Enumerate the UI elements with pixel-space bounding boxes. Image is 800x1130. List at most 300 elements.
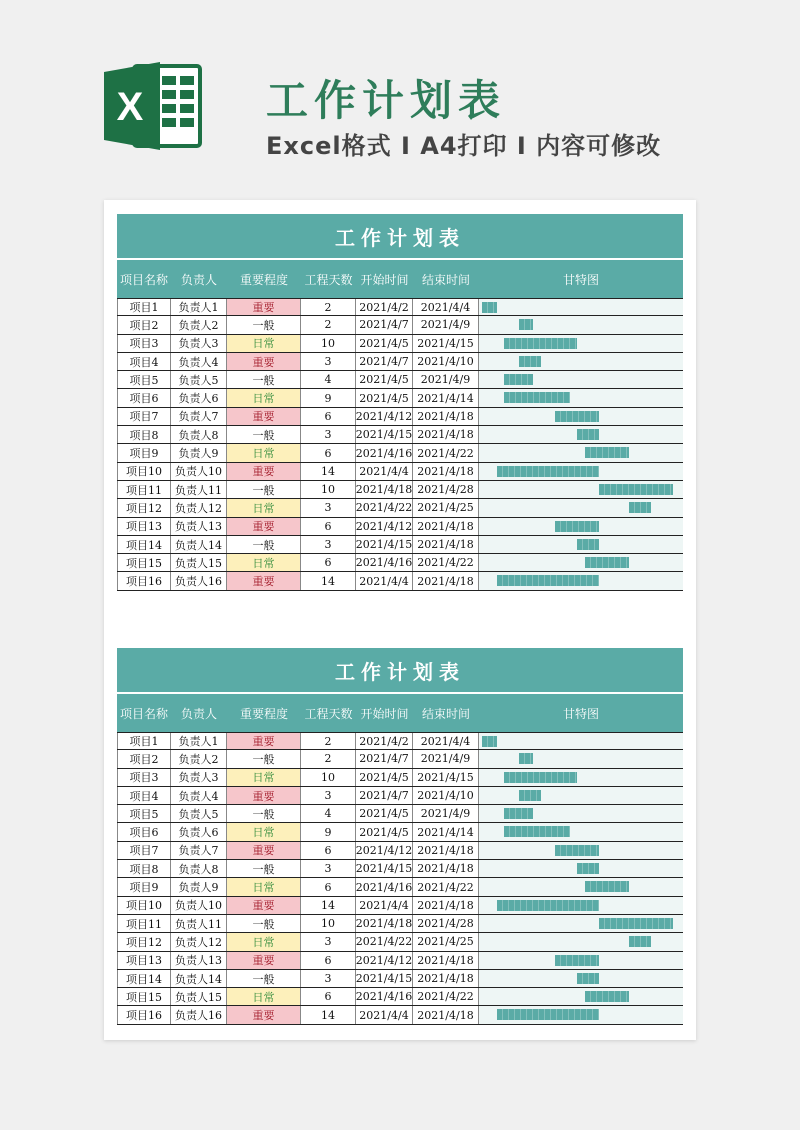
gantt-bar	[504, 374, 533, 385]
days-cell: 3	[301, 426, 356, 443]
project-name-cell: 项目2	[117, 750, 171, 767]
owner-cell: 负责人16	[171, 1006, 227, 1023]
importance-cell: 一般	[227, 970, 301, 987]
importance-cell: 重要	[227, 299, 301, 315]
project-name-cell: 项目1	[117, 299, 171, 315]
column-header-days: 工程天数	[304, 272, 353, 287]
end-date-cell: 2021/4/18	[413, 463, 479, 480]
project-name-cell: 项目15	[117, 988, 171, 1005]
end-date-cell: 2021/4/14	[413, 823, 479, 840]
project-name-cell: 项目6	[117, 823, 171, 840]
start-date-cell: 2021/4/2	[356, 733, 413, 749]
table-row	[117, 1006, 683, 1024]
days-cell: 2	[301, 733, 356, 749]
days-cell: 6	[301, 952, 356, 969]
end-date-cell: 2021/4/18	[413, 1006, 479, 1023]
project-name-cell: 项目16	[117, 572, 171, 589]
end-date-cell: 2021/4/9	[413, 316, 479, 333]
project-name-cell: 项目7	[117, 408, 171, 425]
importance-cell: 重要	[227, 353, 301, 370]
project-name-cell: 项目3	[117, 769, 171, 786]
gantt-cell	[479, 353, 683, 370]
gantt-bar	[577, 973, 599, 984]
end-date-cell: 2021/4/18	[413, 842, 479, 859]
page-header	[0, 0, 800, 200]
start-date-cell: 2021/4/22	[356, 933, 413, 950]
importance-cell: 一般	[227, 805, 301, 822]
days-cell: 9	[301, 389, 356, 406]
days-cell: 6	[301, 554, 356, 571]
table-row	[117, 915, 683, 933]
table-row	[117, 970, 683, 988]
days-cell: 3	[301, 787, 356, 804]
table-row	[117, 805, 683, 823]
table-row	[117, 536, 683, 554]
project-name-cell: 项目8	[117, 426, 171, 443]
days-cell: 10	[301, 915, 356, 932]
table-row	[117, 572, 683, 590]
project-name-cell: 项目4	[117, 787, 171, 804]
end-date-cell: 2021/4/22	[413, 444, 479, 461]
gantt-bar	[504, 338, 577, 349]
end-date-cell: 2021/4/4	[413, 299, 479, 315]
table-row	[117, 897, 683, 915]
project-name-cell: 项目6	[117, 389, 171, 406]
owner-cell: 负责人1	[171, 733, 227, 749]
importance-cell: 重要	[227, 1006, 301, 1023]
days-cell: 10	[301, 335, 356, 352]
project-name-cell: 项目9	[117, 444, 171, 461]
start-date-cell: 2021/4/15	[356, 970, 413, 987]
days-cell: 6	[301, 842, 356, 859]
owner-cell: 负责人11	[171, 915, 227, 932]
gantt-cell	[479, 463, 683, 480]
days-cell: 2	[301, 316, 356, 333]
column-header-owner: 负责人	[180, 272, 217, 287]
importance-cell: 一般	[227, 860, 301, 877]
start-date-cell: 2021/4/18	[356, 915, 413, 932]
owner-cell: 负责人3	[171, 335, 227, 352]
project-name-cell: 项目12	[117, 499, 171, 516]
owner-cell: 负责人16	[171, 572, 227, 589]
table-row	[117, 554, 683, 572]
project-name-cell: 项目10	[117, 897, 171, 914]
gantt-cell	[479, 518, 683, 535]
importance-cell: 日常	[227, 878, 301, 895]
importance-cell: 日常	[227, 335, 301, 352]
project-name-cell: 项目7	[117, 842, 171, 859]
gantt-bar	[482, 736, 497, 747]
table-row	[117, 732, 683, 750]
gantt-bar	[577, 539, 599, 550]
work-plan-table	[117, 214, 683, 591]
table-title: 工作计划表	[117, 648, 683, 692]
gantt-cell	[479, 481, 683, 498]
gantt-cell	[479, 933, 683, 950]
gantt-cell	[479, 389, 683, 406]
gantt-bar	[504, 392, 570, 403]
project-name-cell: 项目11	[117, 481, 171, 498]
gantt-cell	[479, 952, 683, 969]
project-name-cell: 项目13	[117, 952, 171, 969]
gantt-bar	[519, 356, 541, 367]
end-date-cell: 2021/4/22	[413, 554, 479, 571]
days-cell: 2	[301, 750, 356, 767]
document-sheet	[104, 200, 696, 1040]
end-date-cell: 2021/4/10	[413, 353, 479, 370]
owner-cell: 负责人6	[171, 823, 227, 840]
start-date-cell: 2021/4/12	[356, 408, 413, 425]
table-row	[117, 371, 683, 389]
gantt-bar	[577, 429, 599, 440]
end-date-cell: 2021/4/15	[413, 335, 479, 352]
project-name-cell: 项目5	[117, 371, 171, 388]
work-plan-table	[117, 648, 683, 1025]
gantt-bar	[519, 319, 534, 330]
gantt-bar	[504, 772, 577, 783]
table-row	[117, 316, 683, 334]
days-cell: 3	[301, 536, 356, 553]
gantt-cell	[479, 878, 683, 895]
table-title: 工作计划表	[117, 214, 683, 258]
importance-cell: 一般	[227, 426, 301, 443]
page-title: 工作计划表	[266, 76, 507, 125]
table-row	[117, 463, 683, 481]
end-date-cell: 2021/4/14	[413, 389, 479, 406]
gantt-cell	[479, 750, 683, 767]
gantt-bar	[629, 502, 651, 513]
importance-cell: 日常	[227, 554, 301, 571]
gantt-bar	[555, 955, 599, 966]
project-name-cell: 项目3	[117, 335, 171, 352]
start-date-cell: 2021/4/4	[356, 897, 413, 914]
column-header-importance: 重要程度	[239, 272, 288, 287]
project-name-cell: 项目5	[117, 805, 171, 822]
gantt-bar	[497, 900, 600, 911]
end-date-cell: 2021/4/18	[413, 897, 479, 914]
importance-cell: 重要	[227, 897, 301, 914]
gantt-bar	[629, 936, 651, 947]
end-date-cell: 2021/4/28	[413, 915, 479, 932]
owner-cell: 负责人14	[171, 970, 227, 987]
gantt-cell	[479, 842, 683, 859]
column-header-start: 开始时间	[360, 272, 409, 287]
importance-cell: 一般	[227, 536, 301, 553]
owner-cell: 负责人8	[171, 426, 227, 443]
importance-cell: 重要	[227, 952, 301, 969]
owner-cell: 负责人5	[171, 805, 227, 822]
end-date-cell: 2021/4/25	[413, 499, 479, 516]
start-date-cell: 2021/4/4	[356, 572, 413, 589]
table-header	[117, 258, 683, 298]
gantt-cell	[479, 536, 683, 553]
owner-cell: 负责人8	[171, 860, 227, 877]
start-date-cell: 2021/4/5	[356, 371, 413, 388]
start-date-cell: 2021/4/15	[356, 426, 413, 443]
table-row	[117, 750, 683, 768]
end-date-cell: 2021/4/18	[413, 408, 479, 425]
start-date-cell: 2021/4/22	[356, 499, 413, 516]
gantt-cell	[479, 572, 683, 589]
gantt-cell	[479, 769, 683, 786]
owner-cell: 负责人3	[171, 769, 227, 786]
gantt-bar	[599, 918, 672, 929]
gantt-bar	[519, 753, 534, 764]
start-date-cell: 2021/4/15	[356, 860, 413, 877]
days-cell: 6	[301, 444, 356, 461]
days-cell: 3	[301, 933, 356, 950]
owner-cell: 负责人4	[171, 787, 227, 804]
start-date-cell: 2021/4/15	[356, 536, 413, 553]
table-body	[117, 732, 683, 1025]
owner-cell: 负责人9	[171, 444, 227, 461]
end-date-cell: 2021/4/9	[413, 371, 479, 388]
gantt-bar	[497, 1009, 600, 1020]
column-header-owner: 负责人	[180, 706, 217, 721]
gantt-bar	[585, 881, 629, 892]
days-cell: 10	[301, 481, 356, 498]
importance-cell: 重要	[227, 787, 301, 804]
start-date-cell: 2021/4/5	[356, 823, 413, 840]
gantt-cell	[479, 823, 683, 840]
project-name-cell: 项目14	[117, 536, 171, 553]
days-cell: 14	[301, 572, 356, 589]
importance-cell: 日常	[227, 389, 301, 406]
gantt-bar	[497, 575, 600, 586]
end-date-cell: 2021/4/22	[413, 878, 479, 895]
days-cell: 2	[301, 299, 356, 315]
start-date-cell: 2021/4/16	[356, 444, 413, 461]
owner-cell: 负责人15	[171, 988, 227, 1005]
gantt-cell	[479, 426, 683, 443]
project-name-cell: 项目13	[117, 518, 171, 535]
start-date-cell: 2021/4/16	[356, 554, 413, 571]
column-header-gantt: 甘特图	[562, 272, 599, 287]
table-row	[117, 298, 683, 316]
column-header-project: 项目名称	[119, 272, 168, 287]
owner-cell: 负责人4	[171, 353, 227, 370]
owner-cell: 负责人9	[171, 878, 227, 895]
owner-cell: 负责人6	[171, 389, 227, 406]
gantt-cell	[479, 805, 683, 822]
start-date-cell: 2021/4/7	[356, 353, 413, 370]
table-row	[117, 952, 683, 970]
gantt-bar	[577, 863, 599, 874]
owner-cell: 负责人13	[171, 518, 227, 535]
gantt-cell	[479, 970, 683, 987]
gantt-bar	[585, 991, 629, 1002]
importance-cell: 重要	[227, 572, 301, 589]
column-header-project: 项目名称	[119, 706, 168, 721]
table-row	[117, 823, 683, 841]
end-date-cell: 2021/4/15	[413, 769, 479, 786]
project-name-cell: 项目16	[117, 1006, 171, 1023]
end-date-cell: 2021/4/18	[413, 572, 479, 589]
table-row	[117, 787, 683, 805]
gantt-cell	[479, 915, 683, 932]
gantt-bar	[555, 845, 599, 856]
importance-cell: 重要	[227, 408, 301, 425]
gantt-cell	[479, 733, 683, 749]
column-header-gantt: 甘特图	[562, 706, 599, 721]
importance-cell: 重要	[227, 518, 301, 535]
gantt-cell	[479, 316, 683, 333]
gantt-cell	[479, 499, 683, 516]
end-date-cell: 2021/4/10	[413, 787, 479, 804]
owner-cell: 负责人2	[171, 316, 227, 333]
days-cell: 14	[301, 1006, 356, 1023]
gantt-cell	[479, 988, 683, 1005]
days-cell: 6	[301, 518, 356, 535]
gantt-bar	[585, 557, 629, 568]
gantt-bar	[504, 826, 570, 837]
end-date-cell: 2021/4/9	[413, 750, 479, 767]
table-row	[117, 444, 683, 462]
project-name-cell: 项目8	[117, 860, 171, 877]
owner-cell: 负责人5	[171, 371, 227, 388]
end-date-cell: 2021/4/18	[413, 426, 479, 443]
days-cell: 4	[301, 371, 356, 388]
gantt-bar	[555, 411, 599, 422]
column-header-days: 工程天数	[304, 706, 353, 721]
importance-cell: 一般	[227, 371, 301, 388]
project-name-cell: 项目4	[117, 353, 171, 370]
excel-logo-icon	[104, 58, 204, 154]
table-row	[117, 518, 683, 536]
importance-cell: 日常	[227, 769, 301, 786]
days-cell: 3	[301, 353, 356, 370]
owner-cell: 负责人10	[171, 463, 227, 480]
owner-cell: 负责人7	[171, 842, 227, 859]
gantt-bar	[585, 447, 629, 458]
importance-cell: 一般	[227, 750, 301, 767]
column-header-end: 结束时间	[421, 706, 470, 721]
importance-cell: 重要	[227, 463, 301, 480]
table-row	[117, 499, 683, 517]
column-header-start: 开始时间	[360, 706, 409, 721]
gantt-bar	[555, 521, 599, 532]
gantt-cell	[479, 299, 683, 315]
importance-cell: 重要	[227, 733, 301, 749]
days-cell: 4	[301, 805, 356, 822]
excel-logo-letter: X	[116, 85, 144, 129]
table-row	[117, 933, 683, 951]
gantt-cell	[479, 554, 683, 571]
end-date-cell: 2021/4/18	[413, 970, 479, 987]
gantt-cell	[479, 371, 683, 388]
project-name-cell: 项目15	[117, 554, 171, 571]
owner-cell: 负责人7	[171, 408, 227, 425]
table-header	[117, 692, 683, 732]
importance-cell: 重要	[227, 842, 301, 859]
end-date-cell: 2021/4/18	[413, 860, 479, 877]
start-date-cell: 2021/4/12	[356, 518, 413, 535]
gantt-cell	[479, 444, 683, 461]
end-date-cell: 2021/4/28	[413, 481, 479, 498]
table-row	[117, 860, 683, 878]
importance-cell: 一般	[227, 316, 301, 333]
days-cell: 3	[301, 499, 356, 516]
importance-cell: 一般	[227, 481, 301, 498]
days-cell: 14	[301, 463, 356, 480]
table-row	[117, 389, 683, 407]
gantt-bar	[519, 790, 541, 801]
days-cell: 9	[301, 823, 356, 840]
days-cell: 6	[301, 408, 356, 425]
days-cell: 3	[301, 860, 356, 877]
gantt-cell	[479, 408, 683, 425]
start-date-cell: 2021/4/5	[356, 335, 413, 352]
importance-cell: 日常	[227, 933, 301, 950]
project-name-cell: 项目14	[117, 970, 171, 987]
owner-cell: 负责人14	[171, 536, 227, 553]
end-date-cell: 2021/4/9	[413, 805, 479, 822]
importance-cell: 日常	[227, 823, 301, 840]
gantt-bar	[497, 466, 600, 477]
start-date-cell: 2021/4/5	[356, 805, 413, 822]
start-date-cell: 2021/4/16	[356, 988, 413, 1005]
project-name-cell: 项目10	[117, 463, 171, 480]
gantt-cell	[479, 787, 683, 804]
table-row	[117, 481, 683, 499]
end-date-cell: 2021/4/25	[413, 933, 479, 950]
owner-cell: 负责人10	[171, 897, 227, 914]
end-date-cell: 2021/4/22	[413, 988, 479, 1005]
table-row	[117, 842, 683, 860]
owner-cell: 负责人2	[171, 750, 227, 767]
table-row	[117, 878, 683, 896]
gantt-bar	[599, 484, 672, 495]
owner-cell: 负责人15	[171, 554, 227, 571]
start-date-cell: 2021/4/16	[356, 878, 413, 895]
page-subtitle: Excel格式 I A4打印 I 内容可修改	[266, 132, 662, 160]
owner-cell: 负责人1	[171, 299, 227, 315]
importance-cell: 日常	[227, 499, 301, 516]
project-name-cell: 项目2	[117, 316, 171, 333]
project-name-cell: 项目9	[117, 878, 171, 895]
importance-cell: 日常	[227, 444, 301, 461]
gantt-bar	[504, 808, 533, 819]
days-cell: 6	[301, 878, 356, 895]
gantt-bar	[482, 302, 497, 313]
gantt-cell	[479, 897, 683, 914]
column-header-importance: 重要程度	[239, 706, 288, 721]
start-date-cell: 2021/4/7	[356, 316, 413, 333]
importance-cell: 一般	[227, 915, 301, 932]
project-name-cell: 项目1	[117, 733, 171, 749]
importance-cell: 日常	[227, 988, 301, 1005]
start-date-cell: 2021/4/4	[356, 463, 413, 480]
start-date-cell: 2021/4/12	[356, 842, 413, 859]
days-cell: 6	[301, 988, 356, 1005]
start-date-cell: 2021/4/7	[356, 750, 413, 767]
table-row	[117, 335, 683, 353]
gantt-cell	[479, 1006, 683, 1023]
project-name-cell: 项目11	[117, 915, 171, 932]
table-row	[117, 769, 683, 787]
start-date-cell: 2021/4/2	[356, 299, 413, 315]
owner-cell: 负责人11	[171, 481, 227, 498]
owner-cell: 负责人12	[171, 933, 227, 950]
gantt-cell	[479, 335, 683, 352]
start-date-cell: 2021/4/5	[356, 769, 413, 786]
owner-cell: 负责人12	[171, 499, 227, 516]
end-date-cell: 2021/4/18	[413, 536, 479, 553]
end-date-cell: 2021/4/18	[413, 952, 479, 969]
start-date-cell: 2021/4/18	[356, 481, 413, 498]
table-row	[117, 988, 683, 1006]
days-cell: 10	[301, 769, 356, 786]
